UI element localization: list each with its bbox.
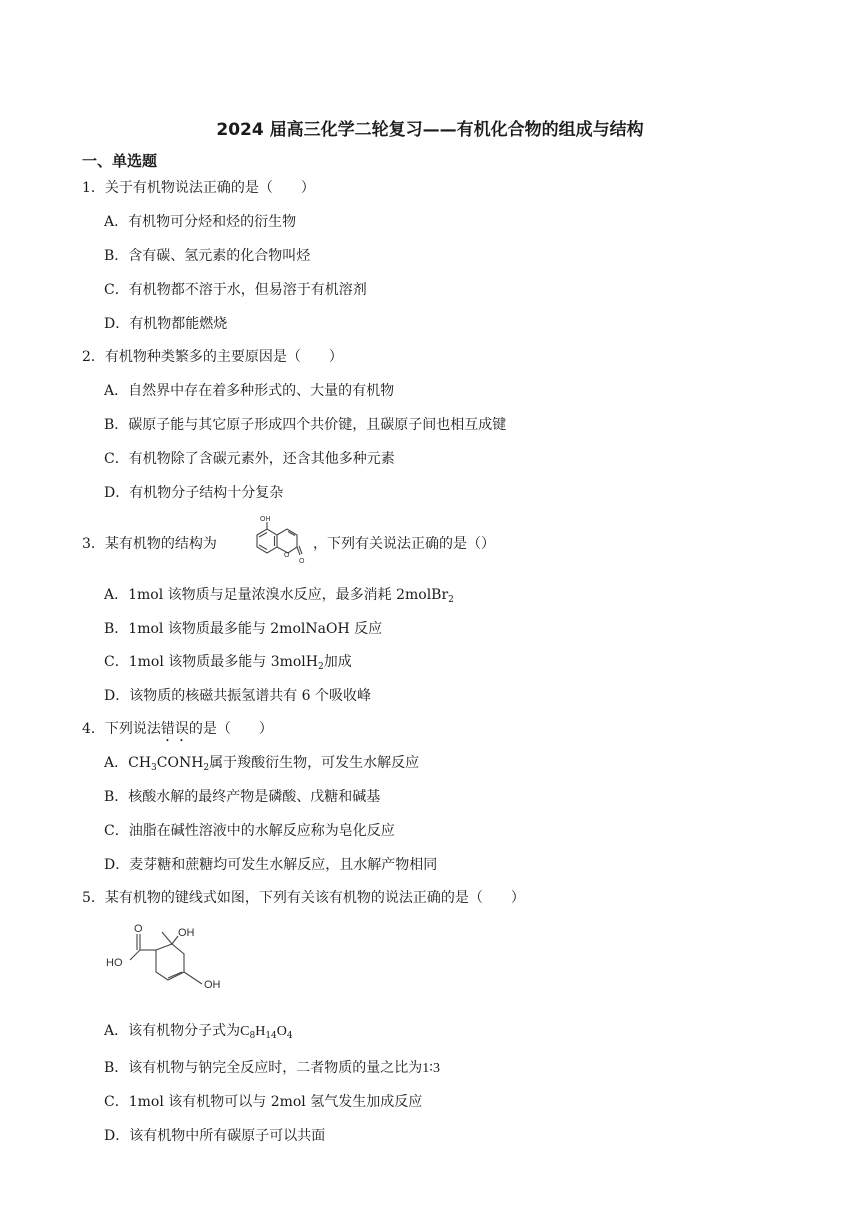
question-3-structure-image — [243, 513, 305, 571]
tertiary-oh-label: OH — [178, 927, 195, 939]
question-1-option-d: D．有机物都能燃烧 — [104, 316, 228, 332]
section-heading: 一、单选题 — [82, 152, 158, 170]
question-3-option-a: A．1mol 该物质与足量浓溴水反应，最多消耗 2molBr$_2$ — [104, 587, 454, 605]
question-5-option-c: C．1mol 该有机物可以与 2mol 氢气发生加成反应 — [104, 1094, 423, 1110]
question-1-option-c: C．有机物都不溶于水，但易溶于有机溶剂 — [104, 282, 367, 298]
carboxyl-ho-label: HO — [106, 957, 123, 969]
question-3-stem-start: 3．某有机物的结构为 — [82, 536, 217, 552]
question-5-option-b: B．该有机物与钠完全反应时，二者物质的量之比为1∶3 — [104, 1060, 440, 1076]
question-4-option-a: A．$CH_3CONH_2$属于羧酸衍生物，可发生水解反应 — [104, 755, 420, 773]
question-4-option-d: D．麦芽糖和蔗糖均可发生水解反应，且水解产物相同 — [104, 857, 438, 873]
question-2-option-d: D．有机物分子结构十分复杂 — [104, 485, 284, 501]
question-5-option-a: A．该有机物分子式为$C_8H_{14}O_4$ — [104, 1023, 293, 1041]
question-4-option-b: B．核酸水解的最终产物是磷酸、戊糖和碱基 — [104, 789, 381, 805]
ring-oxygen-label: O — [284, 552, 290, 559]
primary-oh-label: OH — [204, 979, 221, 991]
question-4-option-c: C．油脂在碱性溶液中的水解反应称为皂化反应 — [104, 823, 395, 839]
question-5-option-d: D．该有机物中所有碳原子可以共面 — [104, 1128, 326, 1144]
carbonyl-o-label: O — [134, 923, 143, 935]
question-2-option-a: A．自然界中存在着多种形式的、大量的有机物 — [104, 383, 395, 399]
question-4-stem: 4．下列说法错误的是（ ） — [82, 721, 273, 737]
question-3-option-b: B．1mol 该物质最多能与 2molNaOH 反应 — [104, 621, 383, 637]
question-3-option-c: C．1mol 该物质最多能与 3molH$_2$加成 — [104, 654, 352, 672]
question-1-stem: 1．关于有机物说法正确的是（ ） — [82, 180, 315, 196]
document-title: 2024 届高三化学二轮复习——有机化合物的组成与结构 — [216, 120, 644, 140]
question-3-stem-end: ，下列有关说法正确的是（） — [313, 536, 495, 552]
carbonyl-oxygen-label: O — [299, 558, 305, 565]
question-3-option-d: D．该物质的核磁共振氢谱共有 6 个吸收峰 — [104, 688, 372, 704]
hydroxyl-label: OH — [260, 516, 271, 523]
question-2-stem: 2．有机物种类繁多的主要原因是（ ） — [82, 349, 343, 365]
question-2-option-b: B．碳原子能与其它原子形成四个共价键，且碳原子间也相互成键 — [104, 417, 507, 433]
question-1-option-a: A．有机物可分烃和烃的衍生物 — [104, 214, 297, 230]
emphasis-word: 错误 — [160, 721, 189, 737]
question-1-option-b: B．含有碳、氢元素的化合物叫烃 — [104, 248, 311, 264]
question-2-option-c: C．有机物除了含碳元素外，还含其他多种元素 — [104, 451, 395, 467]
question-5-structure-image — [104, 920, 236, 1000]
question-5-stem: 5．某有机物的键线式如图，下列有关该有机物的说法正确的是（ ） — [82, 890, 525, 906]
